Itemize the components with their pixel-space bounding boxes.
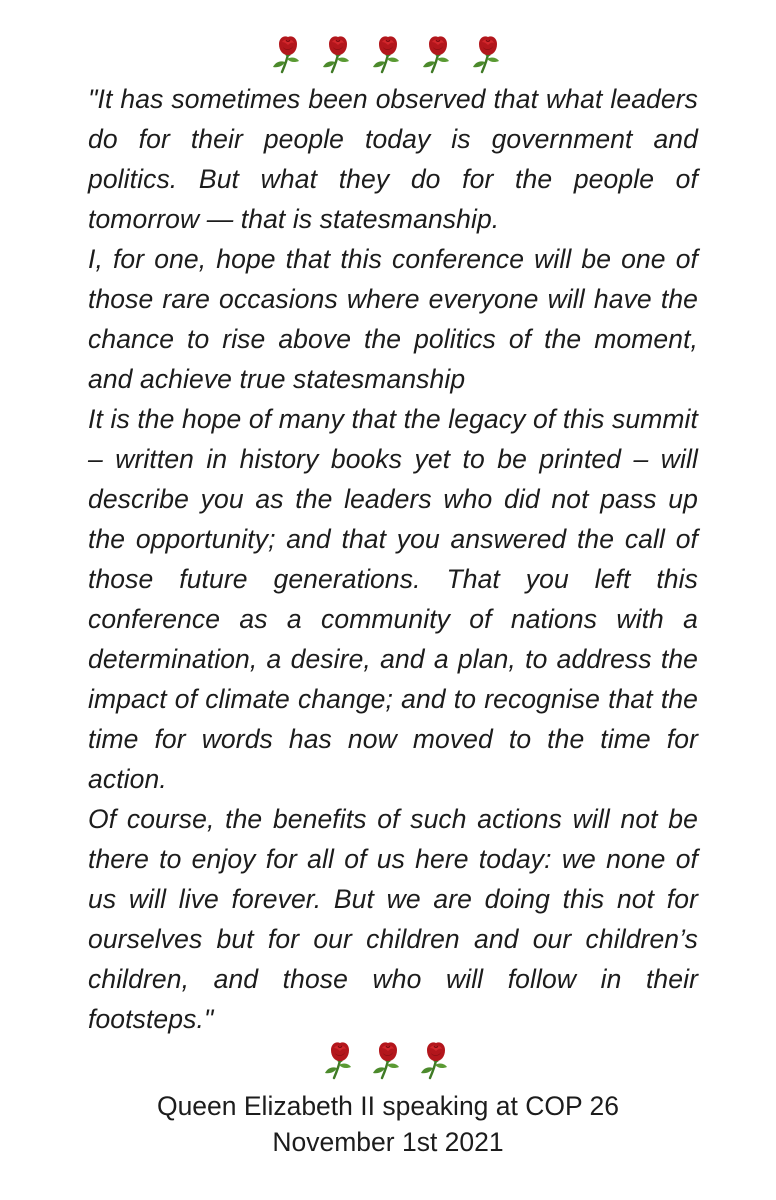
bottom-rose-row [0,1040,776,1080]
rose-icon [469,34,507,74]
rose-icon [417,1040,455,1080]
rose-icon [369,1040,407,1080]
quote-body [88,79,698,1039]
rose-icon [321,1040,359,1080]
top-rose-row [0,34,776,74]
rose-icon [319,34,357,74]
attribution-speaker: Queen Elizabeth II speaking at COP 26 [156,1091,620,1121]
quote-paragraph: I, for one, hope that this conference will be one of those rare occasions where everyone will have the chance to rise above the politics of the moment, and achieve true statesmanship [88,244,698,394]
quote-paragraph: "It has sometimes been observed that what leaders do for their people today is government and politics. But what they do for the people of tomorrow — that is statesmanship. [88,84,698,234]
quote-paragraph: It is the hope of many that the legacy of this summit – written in history books yet to be printed – will describe you as the leaders who did not pass up the opportunity; and that you answered the call of those future generations. That you left this conference as a community of nations with a determination, a desire, and a plan, to address the impact of climate change; and to recognise that the time for words has now moved to the time for action. [88,404,698,794]
attribution-date: November 1st 2021 [272,1127,504,1157]
rose-icon [369,34,407,74]
rose-icon [269,34,307,74]
quote-paragraph: Of course, the benefits of such actions will not be there to enjoy for all of us here today: we none of us will live forever. But we are doing this not for ourselves but for our children and our children’s children, and those who will follow in their footsteps." [88,804,698,1034]
rose-icon [419,34,457,74]
